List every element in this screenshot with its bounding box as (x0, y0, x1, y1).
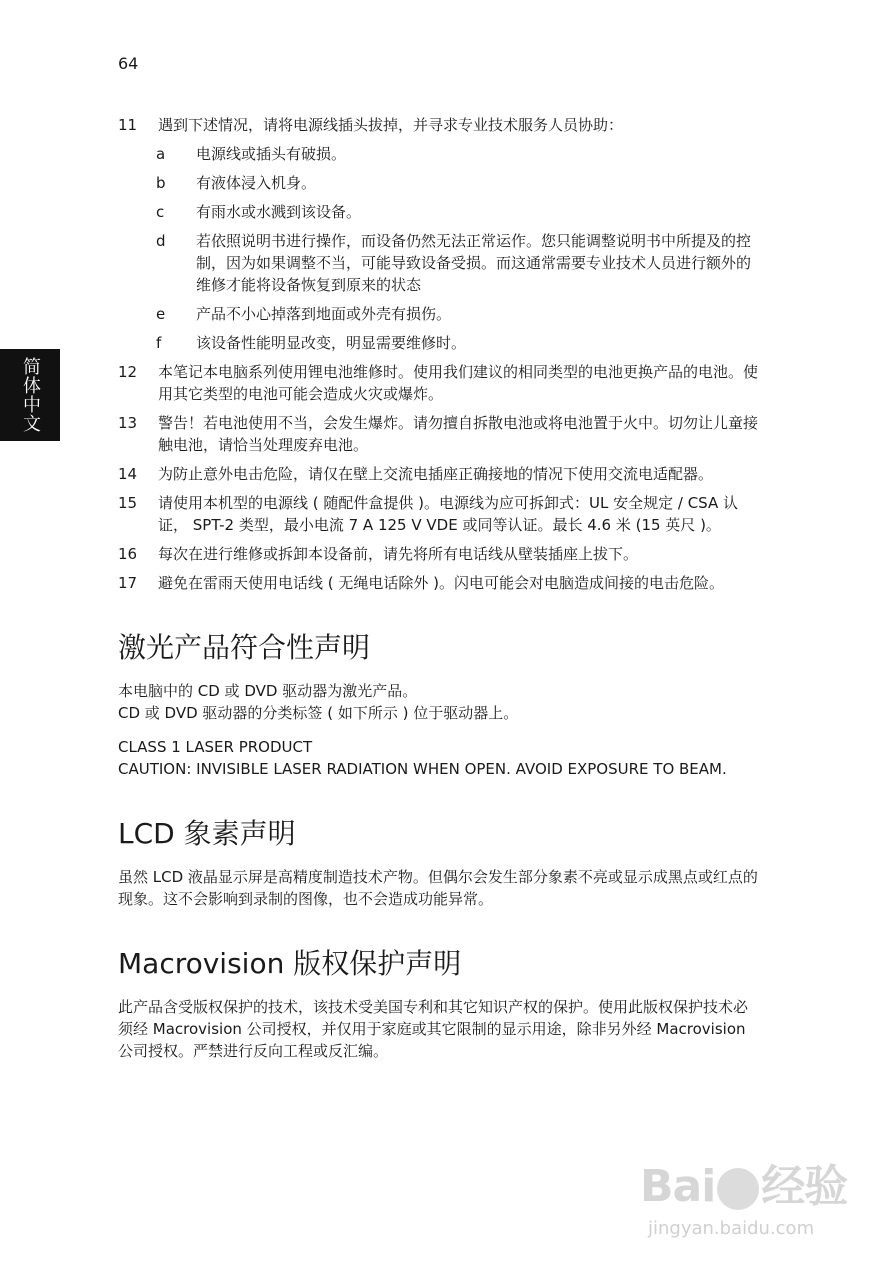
list-item (118, 463, 758, 485)
sub-item-letter: d (156, 232, 166, 250)
list-item (118, 412, 758, 456)
macrovision-heading: Macrovision 版权保护声明 (118, 947, 462, 980)
sub-item-letter: f (156, 334, 162, 352)
language-tab (0, 349, 60, 441)
sub-item-letter: e (156, 305, 166, 323)
watermark-logo-text: Bai (640, 1161, 716, 1212)
item-text: 每次在进行维修或拆卸本设备前，请先将所有电话线从壁装插座上拔下。 (158, 545, 639, 563)
sub-item-text: 电源线或插头有破损。 (196, 145, 347, 163)
item-text: 本笔记本电脑系列使用锂电池维修时。使用我们建议的相同类型的电池更换产品的电池。使用其它类型的电池可能会造成火灾或爆炸。 (158, 363, 759, 403)
item-number: 12 (118, 363, 138, 381)
item-text: 避免在雷雨天使用电话线 ( 无绳电话除外 )。闪电可能会对电脑造成间接的电击危险。 (158, 574, 725, 592)
laser-paragraph: CD 或 DVD 驱动器的分类标签 ( 如下所示 ) 位于驱动器上。 (118, 704, 519, 722)
laser-paragraph: 本电脑中的 CD 或 DVD 驱动器为激光产品。 (118, 682, 418, 700)
sub-item (156, 201, 758, 223)
laser-heading: 激光产品符合性声明 (118, 631, 371, 664)
watermark-url: jingyan.baidu.com (648, 1218, 815, 1239)
lcd-heading: LCD 象素声明 (118, 817, 296, 850)
sub-item (156, 143, 758, 165)
sub-item (156, 230, 758, 296)
watermark-logo-suffix: 经验 (761, 1161, 848, 1212)
item-number: 16 (118, 545, 138, 563)
item-number: 13 (118, 414, 138, 432)
macrovision-paragraph: 此产品含受版权保护的技术，该技术受美国专利和其它知识产权的保护。使用此版权保护技术必须经 Macrovision 公司授权，并仅用于家庭或其它限制的显示用途，除非另外经 Macrovision 公司授权。严禁进行反向工程或反汇编。 (118, 998, 749, 1060)
laser-class-label: CLASS 1 LASER PRODUCT (118, 738, 313, 756)
sub-item-text: 有液体浸入机身。 (196, 174, 317, 192)
sub-item-text: 该设备性能明显改变，明显需要维修时。 (196, 334, 467, 352)
sub-item-text: 若依照说明书进行操作，而设备仍然无法正常运作。您只能调整说明书中所提及的控制，因为如果调整不当，可能导致设备受损。而这通常需要专业技术人员进行额外的维修才能将设备恢复到原来的状态 (196, 232, 752, 294)
list-item (118, 543, 758, 565)
list-item (118, 114, 758, 136)
lcd-paragraph: 虽然 LCD 液晶显示屏是高精度制造技术产物。但偶尔会发生部分象素不亮或显示成黑点或红点的现象。这不会影响到录制的图像，也不会造成功能异常。 (118, 868, 758, 908)
item-text: 遇到下述情况，请将电源线插头拔掉，并寻求专业技术服务人员协助： (158, 116, 624, 134)
laser-caution: CAUTION: INVISIBLE LASER RADIATION WHEN OPEN. AVOID EXPOSURE TO BEAM. (118, 760, 727, 778)
item-text: 为防止意外电击危险，请仅在壁上交流电插座正确接地的情况下使用交流电适配器。 (158, 465, 714, 483)
document-body (118, 114, 758, 1062)
sub-item (156, 332, 758, 354)
sub-item-text: 产品不小心掉落到地面或外壳有损伤。 (196, 305, 452, 323)
sub-item-letter: c (156, 203, 165, 221)
sub-item (156, 303, 758, 325)
baidu-jingyan-watermark (640, 1150, 848, 1260)
item-text: 警告！若电池使用不当，会发生爆炸。请勿擅自拆散电池或将电池置于火中。切勿让儿童接触电池，请恰当处理废弃电池。 (158, 414, 759, 454)
lcd-section (118, 816, 758, 910)
language-tab-label: 简体中文 (20, 357, 41, 433)
list-item (118, 492, 758, 536)
page-number: 64 (118, 54, 139, 73)
sub-item (156, 172, 758, 194)
item-text: 请使用本机型的电源线 ( 随配件盒提供 )。电源线为应可拆卸式：UL 安全规定 / CSA 认证， SPT-2 类型，最小电流 7 A 125 V VDE 或同等认证。最长 4.6 米 (15 英尺 )。 (158, 494, 739, 534)
item-number: 15 (118, 494, 138, 512)
sub-list (156, 143, 758, 354)
item-number: 17 (118, 574, 138, 592)
macrovision-section (118, 946, 758, 1062)
sub-item-letter: b (156, 174, 166, 192)
paw-icon (717, 1168, 759, 1210)
laser-section (118, 630, 758, 780)
sub-item-letter: a (156, 145, 166, 163)
item-number: 11 (118, 116, 138, 134)
list-item (118, 361, 758, 405)
item-number: 14 (118, 465, 138, 483)
sub-item-text: 有雨水或水溅到该设备。 (196, 203, 362, 221)
list-item (118, 572, 758, 594)
